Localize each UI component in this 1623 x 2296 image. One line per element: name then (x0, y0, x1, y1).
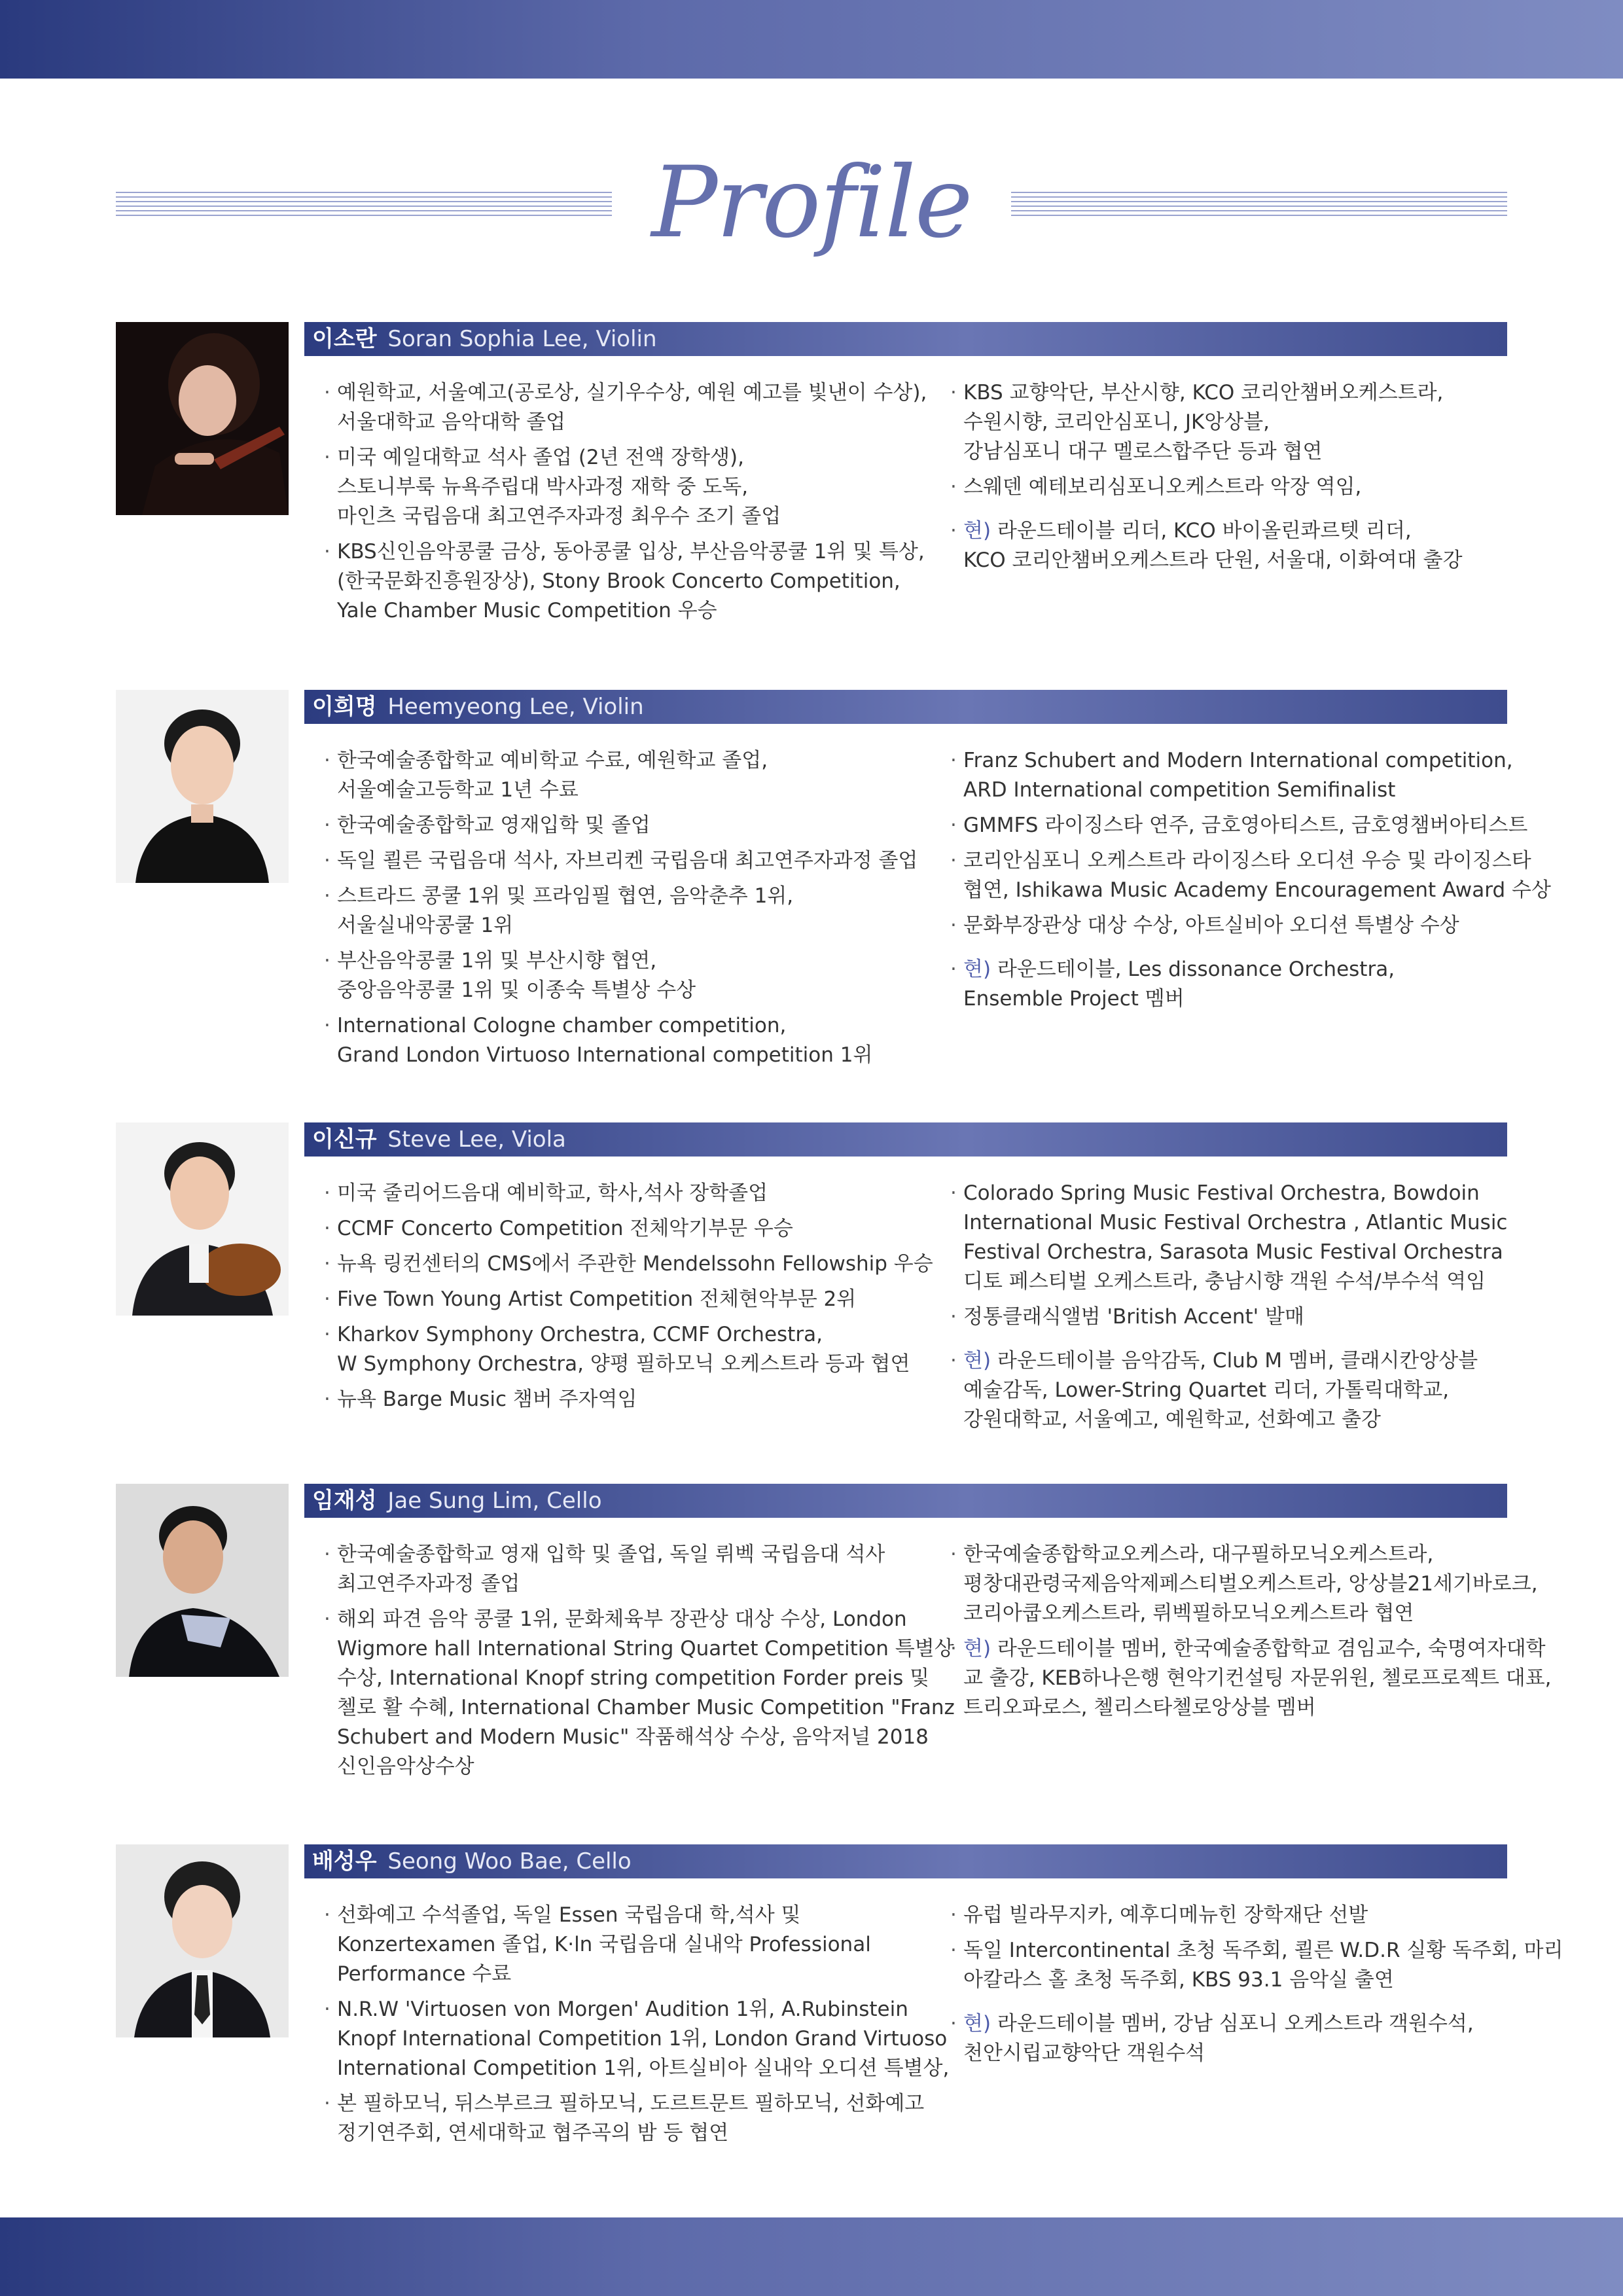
name-english: Seong Woo Bae, Cello (387, 1848, 632, 1874)
profile-photo (116, 690, 289, 883)
career-item: · 코리안심포니 오케스트라 라이징스타 오디션 우승 및 라이징스타 협연, Ishikawa Music Academy Encouragement Award 수상 (950, 846, 1513, 905)
page-title: Profile (651, 146, 972, 260)
current-position-item: · 현) 라운드테이블 멤버, 한국예술종합학교 겸임교수, 숙명여자대학 교 출강, KEB하나은행 현악기컨설팅 자문위원, 첼로프로젝트 대표, 트리오파로스, 첼리스타첼로앙상블 멤버 (950, 1634, 1513, 1723)
name-korean: 이희명 (312, 694, 377, 720)
name-korean: 임재성 (312, 1488, 377, 1514)
career-item: · Franz Schubert and Modern International competition, ARD International competition Semifinalist (950, 746, 1513, 805)
career-item: · 문화부장관상 대상 수상, 아트실비아 오디션 특별상 수상 (950, 911, 1513, 941)
career-item: · KBS 교향악단, 부산시향, KCO 코리안챔버오케스트라, 수원시향, 코리안심포니, JK앙상블, 강남심포니 대구 멜로스합주단 등과 협연 (950, 378, 1513, 467)
career-item: · 스웨덴 예테보리심포니오케스트라 악장 역임, (950, 473, 1513, 502)
name-english: Jae Sung Lim, Cello (387, 1488, 602, 1514)
career-column-left (324, 1179, 985, 1420)
career-item: · N.R.W 'Virtuosen von Morgen' Audition 1위, A.Rubinstein Knopf International Competition 1위, London Grand Virtuoso International Competition 1위, 아트실비아 실내악 오디션 특별상, (324, 1995, 985, 2083)
current-position-item: · 현) 라운드테이블, Les dissonance Orchestra, Ensemble Project 멤버 (950, 955, 1513, 1014)
career-item: · 뉴욕 링컨센터의 CMS에서 주관한 Mendelssohn Fellowship 우승 (324, 1249, 985, 1279)
career-column-left (324, 1901, 985, 2154)
career-item: · 미국 줄리어드음대 예비학교, 학사,석사 장학졸업 (324, 1179, 985, 1208)
career-item: · 예원학교, 서울예고(공로상, 실기우수상, 예원 예고를 빛낸이 수상), 서울대학교 음악대학 졸업 (324, 378, 985, 437)
career-item: · 미국 예일대학교 석사 졸업 (2년 전액 장학생), 스토니부룩 뉴욕주립대 박사과정 재학 중 도독, 마인츠 국립음대 최고연주자과정 최우수 조기 졸업 (324, 443, 985, 531)
career-column-right (950, 746, 1551, 1020)
top-decorative-band (0, 0, 1623, 79)
career-item: · 해외 파견 음악 콩쿨 1위, 문화체육부 장관상 대상 수상, London Wigmore hall International String Quartet Competition 특별상 수상, International Knopf string competition Forder preis 및 첼로 활 수혜, International Chamber Music Competition "Franz Schubert and Modern Music" 작품해석상 수상, 음악저널 2018 신인음악상수상 (324, 1605, 985, 1782)
career-item: · Kharkov Symphony Orchestra, CCMF Orchestra, W Symphony Orchestra, 양평 필하모닉 오케스트라 등과 협연 (324, 1320, 985, 1379)
profile-photo (116, 322, 289, 515)
career-item: · 한국예술종합학교오케스라, 대구필하모닉오케스트라, 평창대관령국제음악제페스티벌오케스트라, 앙상블21세기바로크, 코리아쿱오케스트라, 뤼벡필하모닉오케스트라 협연 (950, 1540, 1513, 1628)
name-bar (304, 322, 1507, 356)
profile-photo (116, 1844, 289, 2037)
career-item: · GMMFS 라이징스타 연주, 금호영아티스트, 금호영챔버아티스트 (950, 811, 1513, 840)
name-bar (304, 690, 1507, 724)
career-item: · 정통클래식앨범 'British Accent' 발매 (950, 1302, 1513, 1332)
career-item: · 독일 쾰른 국립음대 석사, 자브리켄 국립음대 최고연주자과정 졸업 (324, 846, 985, 876)
career-item: · 한국예술종합학교 예비학교 수료, 예원학교 졸업, 서울예술고등학교 1년 수료 (324, 746, 985, 805)
career-column-left (324, 378, 985, 632)
current-label: 현) (963, 1637, 991, 1660)
career-column-right (950, 378, 1513, 581)
title-area (0, 141, 1623, 265)
name-bar (304, 1484, 1507, 1518)
name-bar (304, 1844, 1507, 1878)
career-item: · 스트라드 콩쿨 1위 및 프라임필 협연, 음악춘추 1위, 서울실내악콩쿨 1위 (324, 882, 985, 941)
career-item: · 부산음악콩쿨 1위 및 부산시향 협연, 중앙음악콩쿨 1위 및 이종숙 특별상 수상 (324, 946, 985, 1005)
name-english: Steve Lee, Viola (387, 1126, 566, 1153)
current-position-item: · 현) 라운드테이블 리더, KCO 바이올린콰르텟 리더, KCO 코리안챔버오케스트라 단원, 서울대, 이화여대 출강 (950, 516, 1513, 575)
title-rule-right (1011, 192, 1507, 218)
current-label: 현) (963, 2012, 991, 2036)
career-item: · 한국예술종합학교 영재입학 및 졸업 (324, 811, 985, 840)
name-korean: 이소란 (312, 326, 377, 352)
career-column-right (950, 1540, 1552, 1729)
name-bar (304, 1122, 1507, 1157)
career-column-left (324, 746, 985, 1076)
career-item: · Colorado Spring Music Festival Orchestra, Bowdoin International Music Festival Orchestra , Atlantic Music Festival Orchestra, Sarasota Music Festival Orchestra 디토 페스티벌 오케스트라, 충남시향 객원 수석/부수석 역임 (950, 1179, 1513, 1297)
career-column-left (324, 1540, 985, 1787)
current-position-item: · 현) 라운드테이블 음악감독, Club M 멤버, 클래시칸앙상블 예술감독, Lower-String Quartet 리더, 가톨릭대학교, 강원대학교, 서울예고, 예원학교, 선화예고 출강 (950, 1346, 1513, 1435)
current-label: 현) (963, 958, 991, 981)
career-item: · 독일 Intercontinental 초청 독주회, 쾰른 W.D.R 실황 독주회, 마리 아칼라스 홀 초청 독주회, KBS 93.1 음악실 출연 (950, 1936, 1513, 1995)
profile-photo (116, 1484, 289, 1677)
current-position-item: · 현) 라운드테이블 멤버, 강남 심포니 오케스트라 객원수석, 천안시립교향악단 객원수석 (950, 2009, 1513, 2068)
career-item: · 유럽 빌라무지카, 예후디메뉴힌 장학재단 선발 (950, 1901, 1513, 1930)
career-item: · 뉴욕 Barge Music 챔버 주자역임 (324, 1385, 985, 1414)
career-item: · KBS신인음악콩쿨 금상, 동아콩쿨 입상, 부산음악콩쿨 1위 및 특상, (한국문화진흥원장상), Stony Brook Concerto Competition, Yale Chamber Music Competition 우승 (324, 537, 985, 626)
career-item: · 본 필하모닉, 뒤스부르크 필하모닉, 도르트문트 필하모닉, 선화예고 정기연주회, 연세대학교 협주곡의 밤 등 협연 (324, 2089, 985, 2148)
profile-photo (116, 1122, 289, 1316)
name-korean: 이신규 (312, 1126, 377, 1153)
current-label: 현) (963, 519, 991, 543)
current-label: 현) (963, 1349, 991, 1372)
career-item: · 한국예술종합학교 영재 입학 및 졸업, 독일 뤼벡 국립음대 석사 최고연주자과정 졸업 (324, 1540, 985, 1599)
name-english: Heemyeong Lee, Violin (387, 694, 644, 720)
career-item: · International Cologne chamber competition, Grand London Virtuoso International competition 1위 (324, 1011, 985, 1070)
career-item: · CCMF Concerto Competition 전체악기부문 우승 (324, 1214, 985, 1244)
name-english: Soran Sophia Lee, Violin (387, 326, 657, 352)
title-rule-left (116, 192, 612, 218)
name-korean: 배성우 (312, 1848, 377, 1874)
career-column-right (950, 1901, 1563, 2074)
career-item: · 선화예고 수석졸업, 독일 Essen 국립음대 학,석사 및 Konzertexamen 졸업, K·ln 국립음대 실내악 Professional Performance 수료 (324, 1901, 985, 1989)
bottom-decorative-band (0, 2217, 1623, 2296)
career-column-right (950, 1179, 1513, 1441)
career-item: · Five Town Young Artist Competition 전체현악부문 2위 (324, 1285, 985, 1314)
